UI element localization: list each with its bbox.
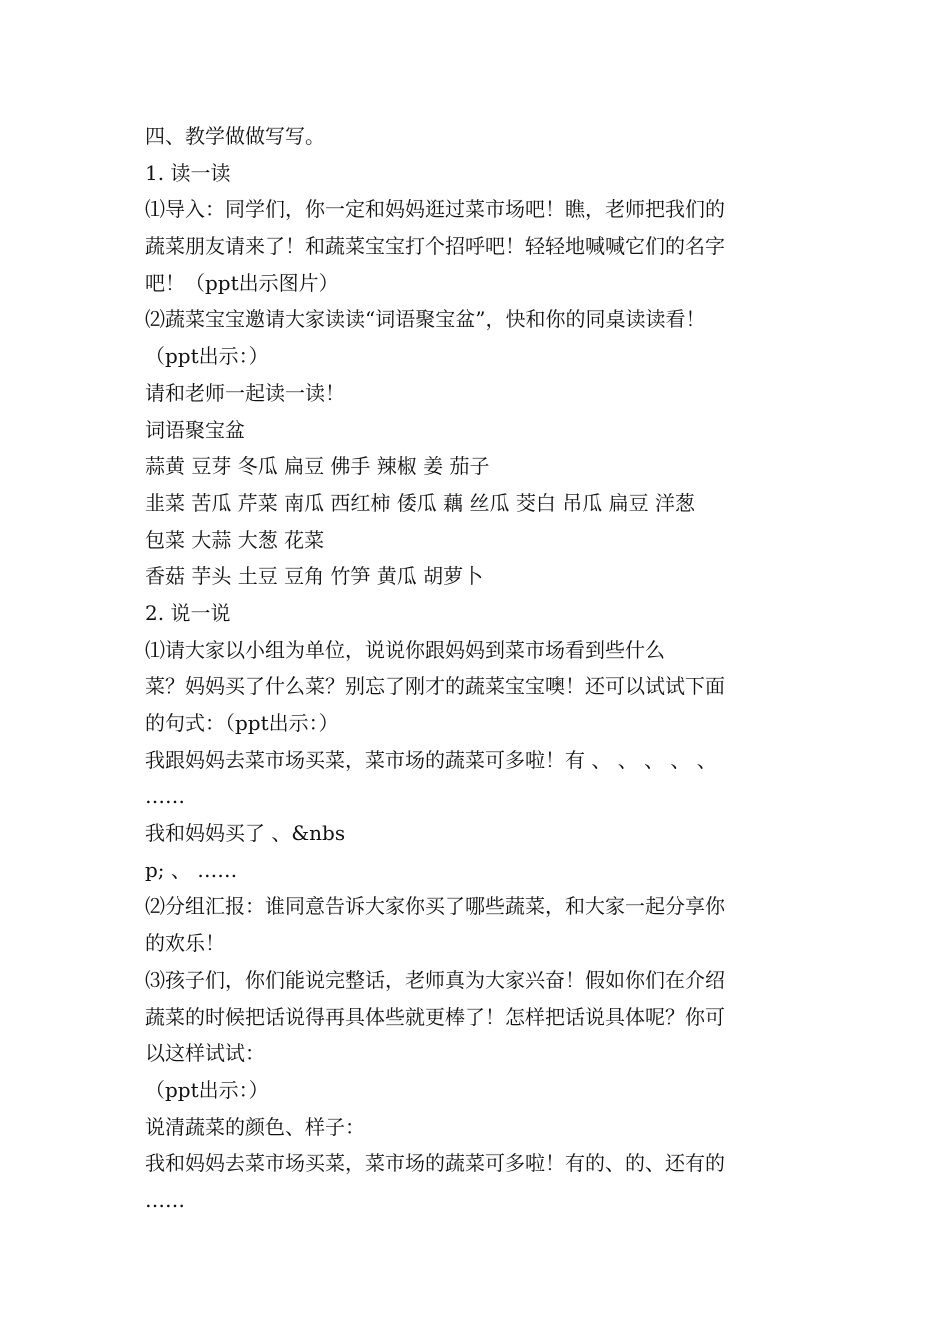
paragraph-line: ⑵蔬菜宝宝邀请大家读读“词语聚宝盆”，快和你的同桌读读看！ <box>145 307 706 332</box>
paragraph-line: …… <box>145 1187 185 1212</box>
paragraph-line: 菜？妈妈买了什么菜？别忘了刚才的蔬菜宝宝噢！还可以试试下面 <box>145 674 725 699</box>
paragraph-line: 的欢乐！ <box>145 931 225 956</box>
paragraph-line: 蔬菜朋友请来了！和蔬菜宝宝打个招呼吧！轻轻地喊喊它们的名字 <box>145 234 725 259</box>
word-list-line: 包菜 大蒜 大葱 花菜 <box>145 527 325 552</box>
paragraph-line: 我跟妈妈去菜市场买菜，菜市场的蔬菜可多啦！有 、 、 、 、 、 <box>145 747 717 772</box>
paragraph-line: 我和妈妈去菜市场买菜，菜市场的蔬菜可多啦！有的、的、还有的 <box>145 1151 725 1176</box>
paragraph-line: 我和妈妈买了 、&nbs <box>145 821 346 846</box>
word-bowl-title: 词语聚宝盆 <box>145 417 245 442</box>
paragraph-line: ⑴导入：同学们，你一定和妈妈逛过菜市场吧！瞧，老师把我们的 <box>145 197 725 222</box>
word-list-line: 韭菜 苦瓜 芹菜 南瓜 西红柿 倭瓜 藕 丝瓜 茭白 吊瓜 扁豆 洋葱 <box>145 490 695 515</box>
paragraph-line: ⑶孩子们，你们能说完整话，老师真为大家兴奋！假如你们在介绍 <box>145 967 725 992</box>
subheading-read: 1. 读一读 <box>145 160 231 185</box>
paragraph-line: 以这样试试： <box>145 1041 265 1066</box>
subheading-speak: 2. 说一说 <box>145 600 231 625</box>
paragraph-line: 说清蔬菜的颜色、样子： <box>145 1114 365 1139</box>
paragraph-line: 的句式：（ppt出示：） <box>145 711 339 735</box>
document-body <box>145 118 813 1219</box>
paragraph-line: （ppt出示：） <box>145 1077 269 1102</box>
paragraph-line: （ppt出示：） <box>145 344 269 369</box>
paragraph-line: 蔬菜的时候把话说得再具体些就更棒了！怎样把话说具体呢？你可 <box>145 1004 725 1029</box>
paragraph-line: ⑴请大家以小组为单位，说说你跟妈妈到菜市场看到些什么 <box>145 637 665 662</box>
section-heading: 四、教学做做写写。 <box>145 124 325 148</box>
word-list-line: 香菇 芋头 土豆 豆角 竹笋 黄瓜 胡萝卜 <box>145 564 484 589</box>
paragraph-line: ⑵分组汇报：谁同意告诉大家你买了哪些蔬菜，和大家一起分享你 <box>145 894 725 919</box>
paragraph-line: 请和老师一起读一读！ <box>145 380 345 405</box>
paragraph-line: p; 、 …… <box>145 857 238 882</box>
paragraph-line: 吧！（ppt出示图片） <box>145 270 339 295</box>
word-list-line: 蒜黄 豆芽 冬瓜 扁豆 佛手 辣椒 姜 茄子 <box>145 454 490 479</box>
paragraph-line: …… <box>145 784 185 809</box>
